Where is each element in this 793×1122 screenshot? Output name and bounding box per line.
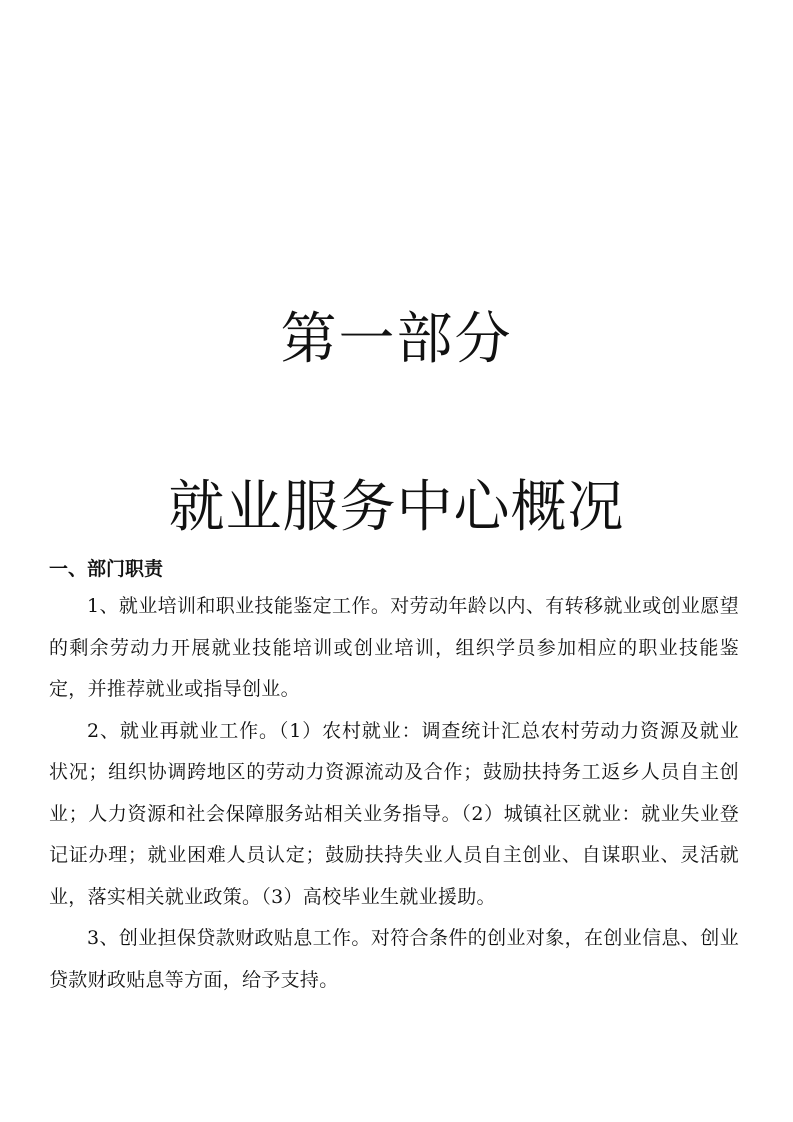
paragraph-loan-subsidy: 3、创业担保贷款财政贴息工作。对符合条件的创业对象，在创业信息、创业贷款财政贴息等方面，给予支持。 <box>49 927 739 991</box>
part-title: 第一部分 <box>280 307 513 372</box>
section-heading: 一、部门职责 <box>49 558 164 580</box>
paragraph-employment: 2、就业再就业工作。（1）农村就业：调查统计汇总农村劳动力资源及就业状况；组织协调跨地区的劳动力资源流动及合作；鼓励扶持务工返乡人员自主创业；人力资源和社会保障服务站相关业务指导。（2）城镇社区就业：就业失业登记证办理；就业困难人员认定；鼓励扶持失业人员自主创业、自谋职业、灵活就业，落实相关就业政策。（3）高校毕业生就业援助。 <box>49 719 739 908</box>
chapter-title: 就业服务中心概况 <box>168 475 625 540</box>
paragraph-training: 1、就业培训和职业技能鉴定工作。对劳动年龄以内、有转移就业或创业愿望的剩余劳动力开展就业技能培训或创业培训，组织学员参加相应的职业技能鉴定，并推荐就业或指导创业。 <box>49 595 739 700</box>
section-content <box>49 552 739 1001</box>
